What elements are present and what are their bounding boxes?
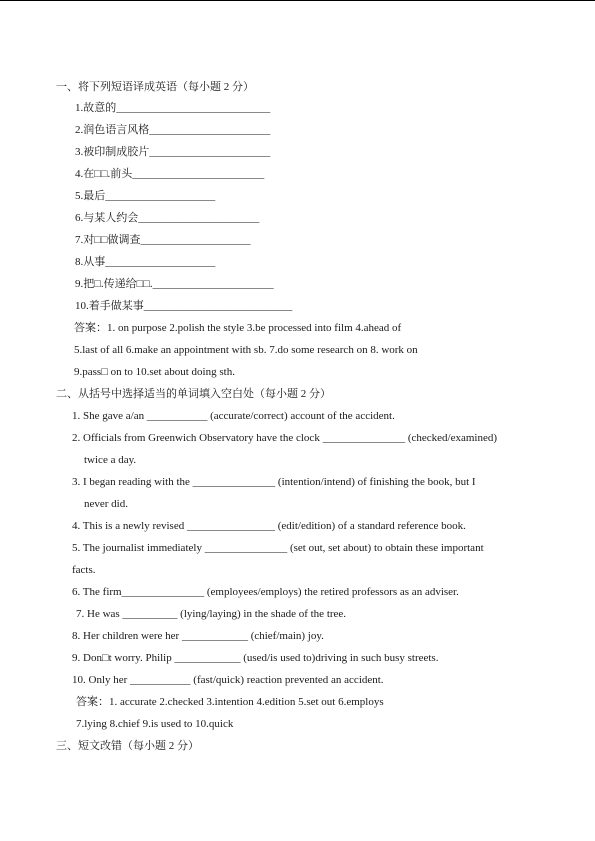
section2-heading: 二、从括号中选择适当的单词填入空白处（每小题 2 分） [56, 388, 331, 400]
question-4: 4. This is a newly revised ________________ (edit/edition) of a standard reference book. [72, 520, 466, 532]
phrase-item-3: 3.被印制成胶片______________________ [75, 146, 271, 158]
section2-answer-line-1: 答案：1. accurate 2.checked 3.intention 4.edition 5.set out 6.employs [76, 696, 384, 708]
question-2-continued: twice a day. [84, 454, 137, 466]
phrase-item-8: 8.从事____________________ [75, 256, 216, 268]
section1-heading: 一、将下列短语译成英语（每小题 2 分） [56, 81, 254, 93]
section1-answer-line-3: 9.pass□ on to 10.set about doing sth. [74, 366, 235, 378]
question-3: 3. I began reading with the _______________ (intention/intend) of finishing the book, but I [72, 476, 476, 488]
phrase-item-5: 5.最后____________________ [75, 190, 216, 202]
top-border-line [0, 0, 595, 1]
phrase-item-7: 7.对□□做调查____________________ [75, 234, 251, 246]
question-8: 8. Her children were her ____________ (chief/main) joy. [72, 630, 324, 642]
question-7: 7. He was __________ (lying/laying) in the shade of the tree. [76, 608, 347, 620]
phrase-item-1: 1.故意的____________________________ [75, 102, 271, 114]
phrase-item-6: 6.与某人约会______________________ [75, 212, 260, 224]
phrase-item-9: 9.把□.传递给□□.______________________ [75, 278, 274, 290]
question-5-continued: facts. [72, 564, 96, 576]
question-1: 1. She gave a/an ___________ (accurate/correct) account of the accident. [72, 410, 395, 422]
question-2: 2. Officials from Greenwich Observatory have the clock _______________ (checked/examined) [72, 432, 497, 444]
question-3-continued: never did. [84, 498, 128, 510]
phrase-item-2: 2.润色语言风格______________________ [75, 124, 271, 136]
question-10: 10. Only her ___________ (fast/quick) reaction prevented an accident. [72, 674, 384, 686]
section1-answer-line-2: 5.last of all 6.make an appointment with sb. 7.do some research on 8. work on [74, 344, 418, 356]
section3-heading: 三、短文改错（每小题 2 分） [56, 740, 199, 752]
section2-answer-line-2: 7.lying 8.chief 9.is used to 10.quick [76, 718, 234, 730]
phrase-item-10: 10.着手做某事___________________________ [75, 300, 293, 312]
question-9: 9. Don□t worry. Philip ____________ (used/is used to)driving in such busy streets. [72, 652, 439, 664]
phrase-item-4: 4.在□□.前头________________________ [75, 168, 265, 180]
section1-answer-line-1: 答案：1. on purpose 2.polish the style 3.be processed into film 4.ahead of [74, 322, 402, 334]
question-5: 5. The journalist immediately _______________ (set out, set about) to obtain these important [72, 542, 484, 554]
question-6: 6. The firm_______________ (employees/employs) the retired professors as an adviser. [72, 586, 459, 598]
